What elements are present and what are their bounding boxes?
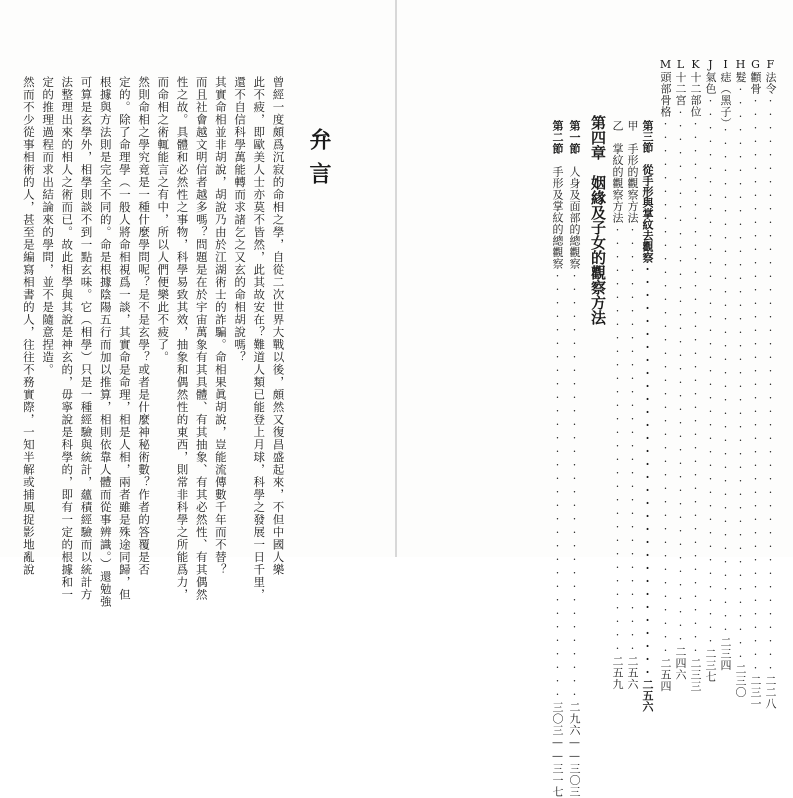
preface-line: 而且社會越文明信者越多嗎？問題是在於宇宙萬象有其具體、有其抽象、有其必然性、有其偶然 (194, 76, 209, 601)
preface-line: 然而不少從事相術的人，甚至是編寫相書的人，往往不務實際，一知半解或捕風捉影地亂說 (21, 76, 36, 576)
toc-item-K: K十二部位········································二三三 (689, 58, 702, 692)
toc-item-H: H髮···········································二三〇 (734, 58, 747, 698)
preface-line: 其實命相並非胡說，胡說乃由於江湖術士的詐騙。命相果眞胡說，豈能流傳數千年而不替？ (213, 76, 228, 576)
toc-section-3: 第三節 從手形與掌紋去觀察································二五六 (641, 120, 654, 712)
preface-line: 性之故。具體和必然性之事物，科學易致其效，抽象和偶然性的東西，則常非科學之所能爲力， (175, 76, 190, 601)
toc-chapter-4: 第四章 姻緣及子女的觀察方法 (589, 115, 607, 325)
toc-page (397, 0, 793, 798)
preface-title: 弁言 (306, 128, 332, 196)
preface-line: 還不自信科學萬能轉而求諸乞之又玄的命相胡說嗎？ (233, 76, 248, 364)
preface-line: 曾經一度頗爲沉寂的命相之學，自從二次世界大戰以後，頗然又復昌盛起來，不但中國人樂 (271, 76, 286, 576)
toc-item-I: I痣（黑子）······································二三四 (719, 58, 732, 671)
preface-line: 定的推理過程而求出結論來的學問，並不是隨意捏造。 (41, 76, 56, 376)
preface-line: 此不疲，即歐美人士亦莫不皆然，此其故安在？難道人類已能登上月球，科學之發展一日千里， (252, 76, 267, 601)
preface-page (0, 0, 396, 608)
toc-section-4-2: 第二節 手形及掌紋的總觀察································三〇三——三一七 (551, 120, 564, 798)
toc-item-M: M頭部骨格········································二五四 (659, 58, 672, 692)
preface-line: 可算是玄學外，相學則談不到一點玄味。它（相學）只是一種經驗與統計，蘊積經驗而以統計方 (79, 76, 94, 601)
toc-item-J: J氣色·········································二三七 (704, 58, 717, 683)
preface-line: 根據與方法則是完全不同的。命是根據陰陽五行而加以推算，相則依靠人體而從事辨識。）還勉強 (98, 76, 113, 608)
preface-line: 法整理出來的相人之術而已。故此相學與其說是神玄的，毋寧說是科學的，即有一定的根據和一 (60, 76, 75, 601)
toc-item-G: G顴骨···········································二三一 (749, 58, 762, 710)
toc-item-F: F法令···········································二二八 (764, 58, 777, 710)
toc-section-4-1: 第一節 人身及面部的總觀察································二九六——三〇三 (568, 120, 581, 798)
preface-line: 然則命相之學究竟是一種什麼學問呢？是不是玄學？或者是什麼神秘術數？作者的答覆是否 (137, 76, 152, 576)
toc-item-yi: 乙 掌紋的觀察方法································二五九 (611, 120, 624, 690)
toc-item-L: L十二宮········································二四六 (674, 58, 687, 681)
preface-line: 而命相之術輒能言之有中，所以人們便樂此不疲了。 (156, 76, 171, 364)
toc-item-jia: 甲 手形的觀察方法································二五六 (626, 120, 639, 690)
preface-line: 定的。除了命理學（一般人將命相視爲一談，其實命是命理，相是人相，兩者雖是殊途同歸，但 (117, 76, 132, 601)
